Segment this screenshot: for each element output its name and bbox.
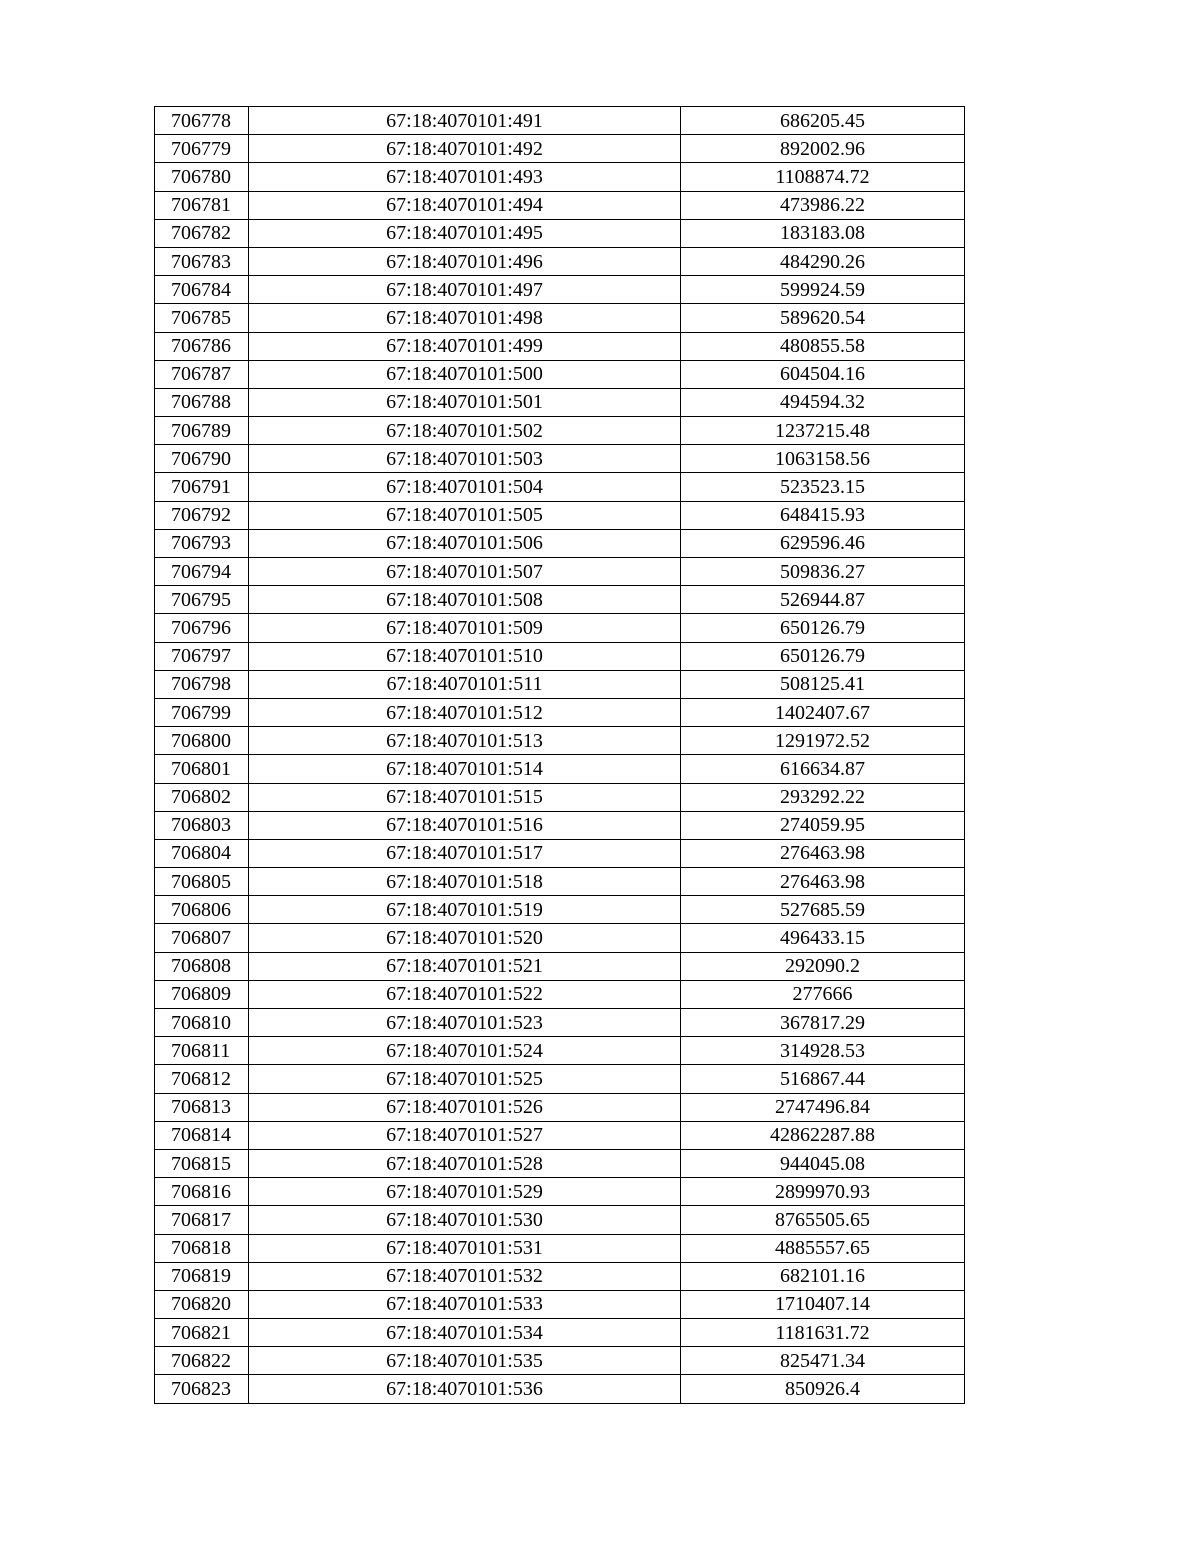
cadastral-value-cell: 599924.59 — [681, 276, 965, 304]
cadastral-value-cell: 1291972.52 — [681, 727, 965, 755]
row-number-cell: 706821 — [155, 1319, 249, 1347]
cadastral-number-cell: 67:18:4070101:505 — [249, 501, 681, 529]
table-row — [155, 1121, 965, 1149]
table-row — [155, 1290, 965, 1318]
row-number-cell: 706788 — [155, 388, 249, 416]
cadastral-value-cell: 650126.79 — [681, 642, 965, 670]
table-row — [155, 445, 965, 473]
table-row — [155, 1319, 965, 1347]
table-row — [155, 727, 965, 755]
cadastral-number-cell: 67:18:4070101:526 — [249, 1093, 681, 1121]
row-number-cell: 706801 — [155, 755, 249, 783]
row-number-cell: 706779 — [155, 135, 249, 163]
table-row — [155, 755, 965, 783]
table-row — [155, 839, 965, 867]
cadastral-value-cell: 314928.53 — [681, 1037, 965, 1065]
cadastral-value-cell: 1108874.72 — [681, 163, 965, 191]
table-row — [155, 698, 965, 726]
table-row — [155, 1347, 965, 1375]
cadastral-value-cell: 293292.22 — [681, 783, 965, 811]
cadastral-value-cell: 496433.15 — [681, 924, 965, 952]
row-number-cell: 706800 — [155, 727, 249, 755]
table-row — [155, 1234, 965, 1262]
table-row — [155, 642, 965, 670]
cadastral-number-cell: 67:18:4070101:531 — [249, 1234, 681, 1262]
row-number-cell: 706794 — [155, 558, 249, 586]
row-number-cell: 706798 — [155, 670, 249, 698]
table-row — [155, 135, 965, 163]
cadastral-value-cell: 2747496.84 — [681, 1093, 965, 1121]
cadastral-number-cell: 67:18:4070101:493 — [249, 163, 681, 191]
row-number-cell: 706805 — [155, 868, 249, 896]
cadastral-number-cell: 67:18:4070101:510 — [249, 642, 681, 670]
cadastral-number-cell: 67:18:4070101:523 — [249, 1009, 681, 1037]
table-body — [155, 107, 965, 1404]
row-number-cell: 706784 — [155, 276, 249, 304]
cadastral-value-cell: 523523.15 — [681, 473, 965, 501]
row-number-cell: 706783 — [155, 247, 249, 275]
cadastral-value-cell: 42862287.88 — [681, 1121, 965, 1149]
table-row — [155, 980, 965, 1008]
cadastral-number-cell: 67:18:4070101:528 — [249, 1149, 681, 1177]
table-row — [155, 417, 965, 445]
cadastral-number-cell: 67:18:4070101:512 — [249, 698, 681, 726]
table-row — [155, 1009, 965, 1037]
cadastral-value-cell: 183183.08 — [681, 219, 965, 247]
cadastral-value-cell: 616634.87 — [681, 755, 965, 783]
cadastral-number-cell: 67:18:4070101:492 — [249, 135, 681, 163]
cadastral-value-cell: 944045.08 — [681, 1149, 965, 1177]
cadastral-value-cell: 650126.79 — [681, 614, 965, 642]
table-row — [155, 1065, 965, 1093]
table-row — [155, 501, 965, 529]
table-row — [155, 107, 965, 135]
cadastral-number-cell: 67:18:4070101:535 — [249, 1347, 681, 1375]
cadastral-number-cell: 67:18:4070101:533 — [249, 1290, 681, 1318]
cadastral-value-cell: 480855.58 — [681, 332, 965, 360]
row-number-cell: 706803 — [155, 811, 249, 839]
row-number-cell: 706795 — [155, 586, 249, 614]
cadastral-value-cell: 274059.95 — [681, 811, 965, 839]
cadastral-number-cell: 67:18:4070101:529 — [249, 1178, 681, 1206]
table-row — [155, 811, 965, 839]
cadastral-value-cell: 8765505.65 — [681, 1206, 965, 1234]
cadastral-value-cell: 892002.96 — [681, 135, 965, 163]
cadastral-number-cell: 67:18:4070101:521 — [249, 952, 681, 980]
cadastral-number-cell: 67:18:4070101:532 — [249, 1262, 681, 1290]
table-row — [155, 529, 965, 557]
cadastral-value-table — [154, 106, 965, 1404]
row-number-cell: 706810 — [155, 1009, 249, 1037]
row-number-cell: 706807 — [155, 924, 249, 952]
table-row — [155, 1149, 965, 1177]
cadastral-number-cell: 67:18:4070101:516 — [249, 811, 681, 839]
table-row — [155, 614, 965, 642]
cadastral-number-cell: 67:18:4070101:518 — [249, 868, 681, 896]
table-row — [155, 1375, 965, 1403]
cadastral-value-cell: 526944.87 — [681, 586, 965, 614]
cadastral-number-cell: 67:18:4070101:530 — [249, 1206, 681, 1234]
table-row — [155, 332, 965, 360]
table-row — [155, 952, 965, 980]
cadastral-value-cell: 277666 — [681, 980, 965, 1008]
row-number-cell: 706819 — [155, 1262, 249, 1290]
row-number-cell: 706782 — [155, 219, 249, 247]
table-row — [155, 558, 965, 586]
cadastral-value-cell: 604504.16 — [681, 360, 965, 388]
table-row — [155, 1178, 965, 1206]
row-number-cell: 706787 — [155, 360, 249, 388]
cadastral-value-cell: 2899970.93 — [681, 1178, 965, 1206]
row-number-cell: 706786 — [155, 332, 249, 360]
table-row — [155, 304, 965, 332]
cadastral-value-cell: 850926.4 — [681, 1375, 965, 1403]
cadastral-value-cell: 589620.54 — [681, 304, 965, 332]
cadastral-value-cell: 527685.59 — [681, 896, 965, 924]
cadastral-number-cell: 67:18:4070101:536 — [249, 1375, 681, 1403]
table-row — [155, 163, 965, 191]
cadastral-number-cell: 67:18:4070101:517 — [249, 839, 681, 867]
row-number-cell: 706781 — [155, 191, 249, 219]
row-number-cell: 706817 — [155, 1206, 249, 1234]
cadastral-value-cell: 484290.26 — [681, 247, 965, 275]
cadastral-number-cell: 67:18:4070101:511 — [249, 670, 681, 698]
row-number-cell: 706806 — [155, 896, 249, 924]
table-row — [155, 1206, 965, 1234]
cadastral-number-cell: 67:18:4070101:504 — [249, 473, 681, 501]
row-number-cell: 706816 — [155, 1178, 249, 1206]
cadastral-number-cell: 67:18:4070101:515 — [249, 783, 681, 811]
cadastral-value-cell: 1710407.14 — [681, 1290, 965, 1318]
cadastral-value-cell: 4885557.65 — [681, 1234, 965, 1262]
cadastral-number-cell: 67:18:4070101:513 — [249, 727, 681, 755]
row-number-cell: 706797 — [155, 642, 249, 670]
table-row — [155, 473, 965, 501]
cadastral-number-cell: 67:18:4070101:507 — [249, 558, 681, 586]
row-number-cell: 706799 — [155, 698, 249, 726]
cadastral-number-cell: 67:18:4070101:522 — [249, 980, 681, 1008]
table-row — [155, 586, 965, 614]
cadastral-number-cell: 67:18:4070101:501 — [249, 388, 681, 416]
row-number-cell: 706812 — [155, 1065, 249, 1093]
cadastral-number-cell: 67:18:4070101:498 — [249, 304, 681, 332]
cadastral-value-cell: 516867.44 — [681, 1065, 965, 1093]
cadastral-value-cell: 629596.46 — [681, 529, 965, 557]
row-number-cell: 706804 — [155, 839, 249, 867]
table-row — [155, 388, 965, 416]
cadastral-number-cell: 67:18:4070101:527 — [249, 1121, 681, 1149]
cadastral-value-cell: 276463.98 — [681, 839, 965, 867]
row-number-cell: 706796 — [155, 614, 249, 642]
cadastral-number-cell: 67:18:4070101:534 — [249, 1319, 681, 1347]
cadastral-value-cell: 1063158.56 — [681, 445, 965, 473]
row-number-cell: 706814 — [155, 1121, 249, 1149]
row-number-cell: 706809 — [155, 980, 249, 1008]
cadastral-number-cell: 67:18:4070101:509 — [249, 614, 681, 642]
row-number-cell: 706793 — [155, 529, 249, 557]
cadastral-number-cell: 67:18:4070101:508 — [249, 586, 681, 614]
cadastral-number-cell: 67:18:4070101:495 — [249, 219, 681, 247]
cadastral-value-cell: 648415.93 — [681, 501, 965, 529]
table-row — [155, 670, 965, 698]
cadastral-value-cell: 682101.16 — [681, 1262, 965, 1290]
cadastral-number-cell: 67:18:4070101:499 — [249, 332, 681, 360]
table-row — [155, 1037, 965, 1065]
cadastral-number-cell: 67:18:4070101:497 — [249, 276, 681, 304]
table-row — [155, 276, 965, 304]
cadastral-value-cell: 508125.41 — [681, 670, 965, 698]
table-row — [155, 783, 965, 811]
row-number-cell: 706778 — [155, 107, 249, 135]
table-row — [155, 896, 965, 924]
row-number-cell: 706802 — [155, 783, 249, 811]
cadastral-value-cell: 1402407.67 — [681, 698, 965, 726]
cadastral-number-cell: 67:18:4070101:519 — [249, 896, 681, 924]
cadastral-number-cell: 67:18:4070101:491 — [249, 107, 681, 135]
cadastral-number-cell: 67:18:4070101:496 — [249, 247, 681, 275]
cadastral-number-cell: 67:18:4070101:525 — [249, 1065, 681, 1093]
table-row — [155, 924, 965, 952]
cadastral-value-cell: 292090.2 — [681, 952, 965, 980]
cadastral-value-cell: 825471.34 — [681, 1347, 965, 1375]
cadastral-value-cell: 367817.29 — [681, 1009, 965, 1037]
row-number-cell: 706780 — [155, 163, 249, 191]
cadastral-number-cell: 67:18:4070101:520 — [249, 924, 681, 952]
table-row — [155, 247, 965, 275]
cadastral-value-cell: 494594.32 — [681, 388, 965, 416]
table-row — [155, 868, 965, 896]
row-number-cell: 706792 — [155, 501, 249, 529]
cadastral-number-cell: 67:18:4070101:502 — [249, 417, 681, 445]
cadastral-value-cell: 1181631.72 — [681, 1319, 965, 1347]
cadastral-value-cell: 473986.22 — [681, 191, 965, 219]
cadastral-value-cell: 276463.98 — [681, 868, 965, 896]
cadastral-number-cell: 67:18:4070101:494 — [249, 191, 681, 219]
cadastral-value-cell: 1237215.48 — [681, 417, 965, 445]
table-row — [155, 1262, 965, 1290]
row-number-cell: 706789 — [155, 417, 249, 445]
table-row — [155, 191, 965, 219]
cadastral-number-cell: 67:18:4070101:500 — [249, 360, 681, 388]
cadastral-number-cell: 67:18:4070101:524 — [249, 1037, 681, 1065]
row-number-cell: 706818 — [155, 1234, 249, 1262]
table-row — [155, 360, 965, 388]
row-number-cell: 706791 — [155, 473, 249, 501]
row-number-cell: 706811 — [155, 1037, 249, 1065]
row-number-cell: 706820 — [155, 1290, 249, 1318]
cadastral-value-cell: 509836.27 — [681, 558, 965, 586]
table-row — [155, 1093, 965, 1121]
row-number-cell: 706822 — [155, 1347, 249, 1375]
table-row — [155, 219, 965, 247]
row-number-cell: 706823 — [155, 1375, 249, 1403]
row-number-cell: 706785 — [155, 304, 249, 332]
cadastral-value-cell: 686205.45 — [681, 107, 965, 135]
cadastral-number-cell: 67:18:4070101:514 — [249, 755, 681, 783]
row-number-cell: 706790 — [155, 445, 249, 473]
cadastral-number-cell: 67:18:4070101:503 — [249, 445, 681, 473]
row-number-cell: 706815 — [155, 1149, 249, 1177]
row-number-cell: 706813 — [155, 1093, 249, 1121]
row-number-cell: 706808 — [155, 952, 249, 980]
cadastral-number-cell: 67:18:4070101:506 — [249, 529, 681, 557]
